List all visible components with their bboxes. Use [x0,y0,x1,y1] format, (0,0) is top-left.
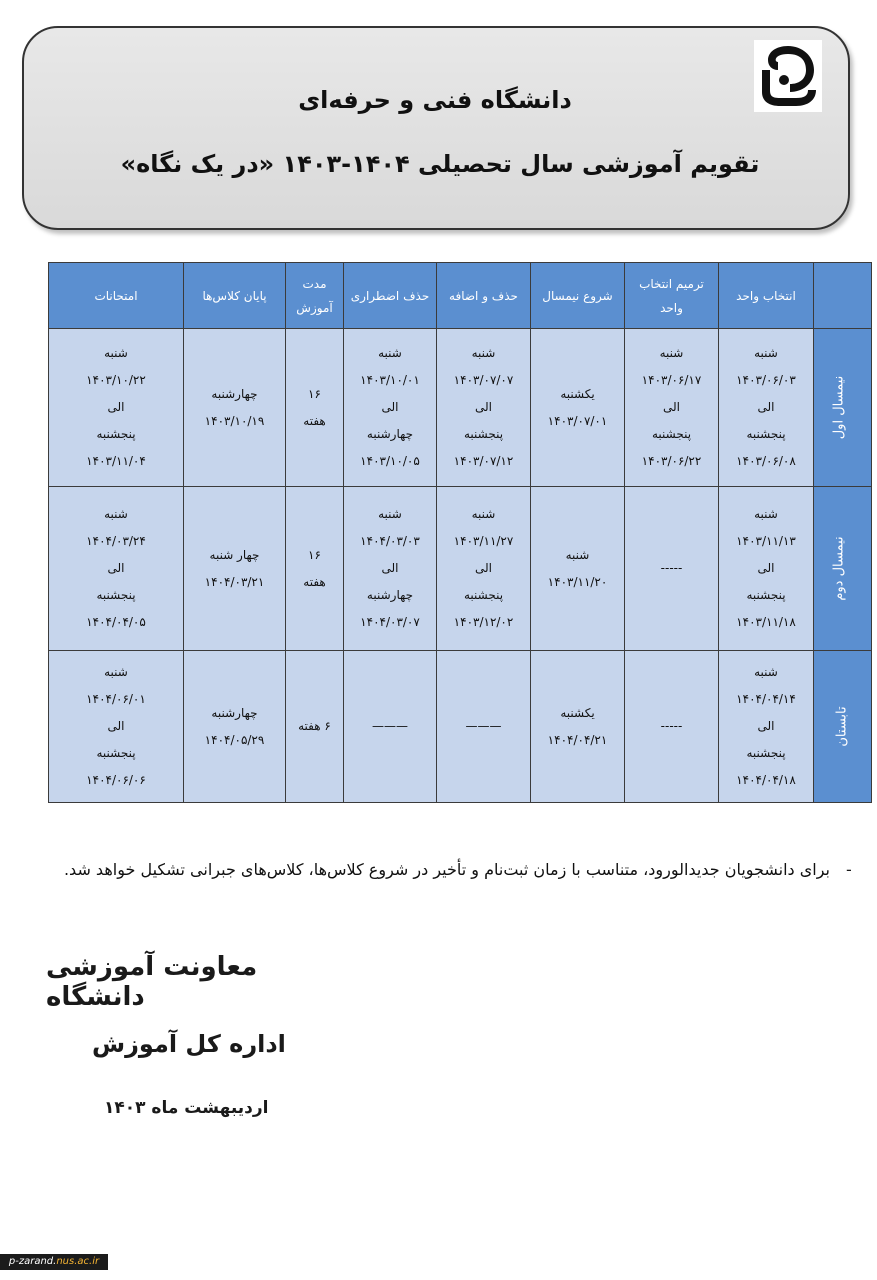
cell-line: الی [381,400,399,414]
cell-line: پنجشنبه [746,427,786,441]
table-cell [49,329,184,487]
column-header: پایان کلاس‌ها [184,263,286,329]
note-text: برای دانشجویان جدیدالورود، متناسب با زمان ثبت‌نام و تأخیر در شروع کلاس‌ها، کلاس‌های جبرانی تشکیل خواهد شد. [63,860,830,879]
cell-line: ۱۴۰۳/۱۱/۲۷ [453,534,514,548]
cell-line: ۱۴۰۴/۰۴/۲۱ [547,732,608,747]
cell-line: ۱۴۰۴/۰۳/۰۳ [360,534,420,548]
table-row [49,651,872,803]
cell-line: شنبه [378,346,402,360]
table-cell [286,651,344,803]
cell-line: ۱۴۰۳/۰۶/۰۸ [736,454,796,468]
table-cell [531,487,625,651]
cell-line: الی [663,400,680,414]
cell-line: شنبه [659,346,684,360]
table-corner-cell [814,263,872,329]
semester-label: نیمسال دوم [814,487,872,651]
cell-line: شنبه [104,507,128,521]
table-row [49,329,872,487]
cell-line: پنجشنبه [96,427,136,441]
table-cell [625,329,719,487]
cell-line: الی [107,561,125,575]
column-header: حذف اضطراری [344,263,437,329]
cell-line: الی [381,561,399,575]
cell-line: چهارشنبه [211,386,258,401]
cell-line: چهارشنبه [366,427,414,441]
cell-line: ——— [465,719,502,733]
table-cell [344,651,437,803]
column-header: مدت آموزش [286,263,344,329]
table-cell [625,487,719,651]
column-header: انتخاب واحد [719,263,814,329]
cell-line: ۱۴۰۳/۰۷/۱۲ [453,454,514,468]
note-bullet: - [846,860,852,879]
cell-line: یکشنبه [560,386,595,401]
column-header: امتحانات [49,263,184,329]
cell-line: ۱۶ [308,547,321,562]
cell-line: ۱۴۰۴/۰۴/۰۵ [86,615,146,629]
cell-line: شنبه [471,346,496,360]
cell-line: ----- [660,561,683,575]
cell-line: پنجشنبه [96,588,136,602]
cell-line: ----- [660,719,683,733]
table-cell [437,487,531,651]
table-cell [49,487,184,651]
cell-line: ۱۴۰۳/۱۰/۰۱ [360,373,420,387]
table-header-row [49,263,872,329]
university-name: دانشگاه فنی و حرفه‌ای [298,86,572,114]
cell-line: پنجشنبه [463,588,504,602]
signature-office: معاونت آموزشی دانشگاه [46,952,258,1012]
cell-line: الی [757,400,775,414]
cell-line: ۱۴۰۴/۰۳/۲۱ [204,574,265,589]
cell-line: یکشنبه [560,705,595,720]
table-cell [719,329,814,487]
cell-line: ۱۴۰۳/۱۱/۰۴ [86,454,146,468]
cell-line: ——— [372,719,408,733]
table-cell [531,651,625,803]
cell-line: شنبه [104,665,128,679]
cell-line: الی [107,400,125,414]
table-cell [719,487,814,651]
cell-line: شنبه [754,346,778,360]
cell-line: پنجشنبه [746,746,786,760]
cell-line: الی [107,719,125,733]
cell-line: ۱۴۰۴/۰۴/۱۸ [736,773,796,787]
table-cell [625,651,719,803]
semester-label: نیمسال اول [814,329,872,487]
cell-line: شنبه [754,665,778,679]
cell-line: ۱۴۰۴/۰۳/۲۴ [86,534,146,548]
cell-line: ۱۴۰۳/۰۷/۰۱ [547,413,608,428]
table-cell [184,487,286,651]
cell-line: ۱۴۰۳/۰۶/۱۷ [641,373,702,387]
table-cell [531,329,625,487]
column-header: حذف و اضافه [437,263,531,329]
academic-calendar-table [48,262,872,803]
cell-line: ۱۴۰۳/۱۱/۲۰ [547,574,608,589]
column-header: ترمیم انتخاب واحد [625,263,719,329]
cell-line: پنجشنبه [463,427,504,441]
cell-line: ۱۴۰۳/۱۲/۰۲ [453,615,514,629]
cell-line: چهار شنبه [209,547,260,562]
semester-label: تابستان [814,651,872,803]
cell-line: ۱۴۰۳/۰۶/۲۲ [641,454,702,468]
cell-line: چهارشنبه [211,705,258,720]
cell-line: پنجشنبه [746,588,786,602]
cell-line: ۱۴۰۴/۰۶/۰۱ [86,692,146,706]
cell-line: ۱۴۰۳/۰۶/۰۳ [736,373,796,387]
table-cell [49,651,184,803]
cell-line: ۱۴۰۳/۱۰/۰۵ [360,454,420,468]
table-row [49,487,872,651]
cell-line: ۱۶ [308,386,321,401]
table-cell [437,651,531,803]
cell-line: شنبه [378,507,402,521]
column-header: شروع نیمسال [531,263,625,329]
table-cell [184,329,286,487]
cell-line: الی [757,561,775,575]
cell-line: پنجشنبه [96,746,136,760]
cell-line: شنبه [565,547,590,562]
cell-line: هفته [303,413,326,428]
cell-line: ۱۴۰۳/۱۰/۲۲ [86,373,146,387]
cell-line: هفته [303,574,326,589]
cell-line: ۱۴۰۴/۰۳/۰۷ [360,615,420,629]
cell-line: شنبه [104,346,128,360]
signature-date: اردیبهشت ماه ۱۴۰۳ [104,1098,269,1118]
cell-line: شنبه [471,507,496,521]
cell-line: ۱۴۰۳/۱۰/۱۹ [204,413,265,428]
cell-line: ۱۴۰۴/۰۵/۲۹ [204,732,265,747]
table-cell [344,329,437,487]
cell-line: ۱۴۰۳/۰۷/۰۷ [453,373,514,387]
cell-line: ۱۴۰۳/۱۱/۱۳ [736,534,796,548]
cell-line: ۶ هفته [298,719,331,733]
cell-line: الی [475,561,492,575]
table-cell [344,487,437,651]
cell-line: ۱۴۰۴/۰۴/۱۴ [736,692,796,706]
calendar-title: تقویم آموزشی سال تحصیلی ۱۴۰۴-۱۴۰۳ «در یک نگاه» [120,150,760,178]
cell-line: ۱۴۰۳/۱۱/۱۸ [736,615,796,629]
cell-line: شنبه [754,507,778,521]
cell-line: ۱۴۰۴/۰۶/۰۶ [86,773,146,787]
university-logo-icon [754,40,822,112]
table-cell [286,487,344,651]
cell-line: چهارشنبه [366,588,414,602]
table-cell [437,329,531,487]
signature-department: اداره کل آموزش [92,1030,286,1058]
table-cell [184,651,286,803]
site-url-badge: p-zarand.nus.ac.ir [0,1254,108,1270]
cell-line: الی [757,719,775,733]
cell-line: پنجشنبه [651,427,692,441]
table-cell [286,329,344,487]
cell-line: الی [475,400,492,414]
header-banner [22,26,850,230]
table-cell [719,651,814,803]
